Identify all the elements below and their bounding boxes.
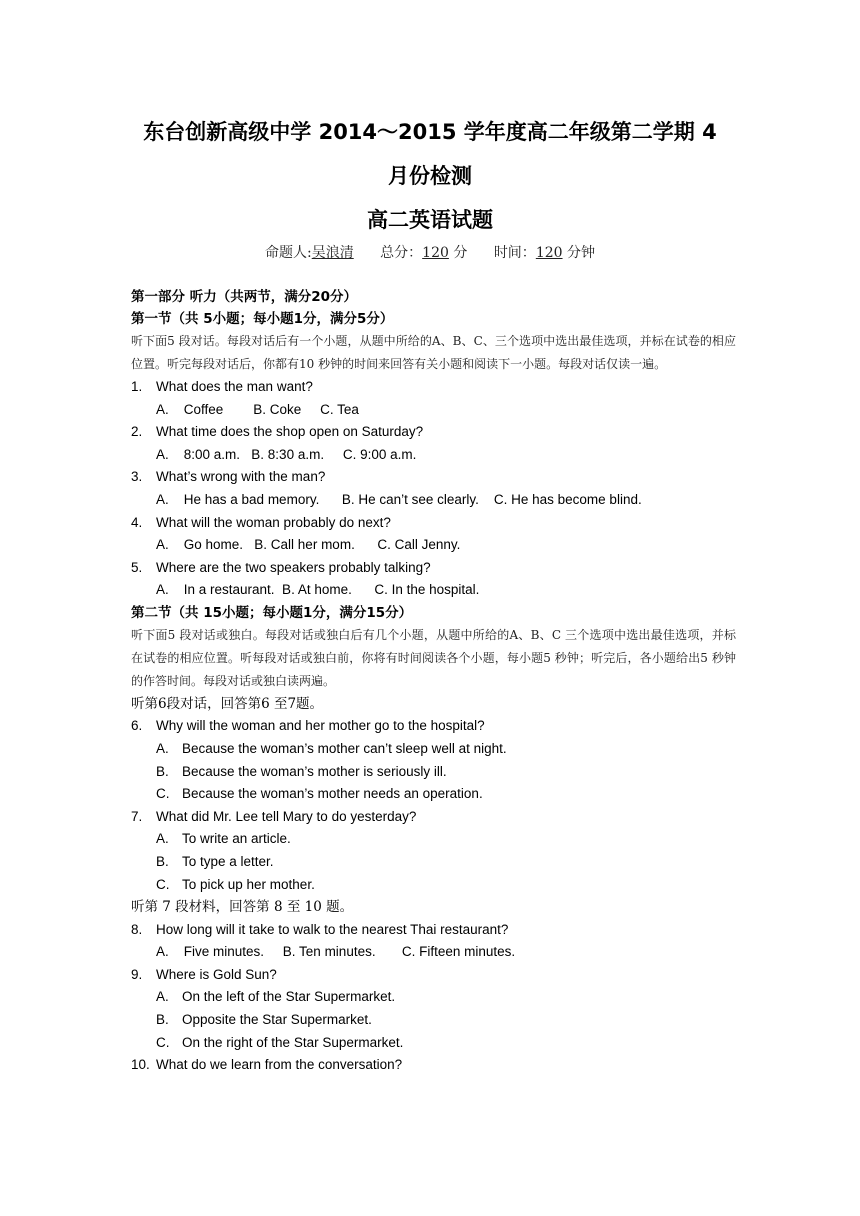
option-b bbox=[131, 761, 736, 784]
section2-instructions: 听下面5 段对话或独白。每段对话或独白后有几个小题，从题中所给的A、B、C 三个选项中选出最佳选项，并标在试卷的相应位置。听每段对话或独白前，你将有时间阅读各个小题，每小题5 秒钟；听完后，各小题给出5 秒钟的作答时间。每段对话或独白读两遍。 bbox=[131, 627, 736, 688]
question-number: 1. bbox=[131, 379, 143, 394]
question-number: 3. bbox=[131, 469, 143, 485]
exam-title-line1: 东台创新高级中学 2014～2015 学年度高二年级第二学期 4 bbox=[143, 120, 717, 144]
question-options: A. Go home. B. Call her mom. C. Call Jenny. bbox=[156, 537, 461, 553]
section1-heading: 第一节（共 5小题；每小题1分，满分5分） bbox=[131, 311, 394, 327]
option-c bbox=[131, 874, 736, 897]
question-9 bbox=[131, 964, 736, 987]
question-group-3 bbox=[131, 919, 736, 1077]
question-text: Where is Gold Sun? bbox=[156, 966, 277, 982]
question-text: How long will it take to walk to the nearest Thai restaurant? bbox=[156, 921, 509, 937]
exam-subtitle: 高二英语试题 bbox=[367, 208, 493, 232]
question-3 bbox=[131, 466, 736, 489]
question-text: What does the man want? bbox=[156, 379, 313, 394]
question-number: 5. bbox=[131, 559, 143, 575]
author-label: 命题人: bbox=[265, 245, 312, 261]
option-text: On the right of the Star Supermarket. bbox=[182, 1034, 404, 1050]
question-text: Why will the woman and her mother go to the hospital? bbox=[156, 718, 485, 734]
option-c bbox=[131, 783, 736, 806]
total-label: 总分： bbox=[380, 245, 423, 261]
option-letter: C. bbox=[156, 786, 170, 802]
question-8 bbox=[131, 919, 736, 942]
option-letter: C. bbox=[156, 1034, 170, 1050]
question-number: 9. bbox=[131, 966, 143, 982]
question-options: A. He has a bad memory. B. He can’t see clearly. C. He has become blind. bbox=[156, 491, 642, 507]
question-options: A. Five minutes. B. Ten minutes. C. Fifteen minutes. bbox=[156, 944, 516, 960]
option-a bbox=[131, 828, 736, 851]
question-number: 2. bbox=[131, 424, 143, 440]
option-b bbox=[131, 851, 736, 874]
question-text: What do we learn from the conversation? bbox=[156, 1057, 403, 1073]
option-a bbox=[131, 986, 736, 1009]
question-number: 8. bbox=[131, 921, 143, 937]
option-text: To pick up her mother. bbox=[182, 876, 315, 892]
option-text: Because the woman’s mother is seriously ill. bbox=[182, 763, 447, 779]
exam-body bbox=[131, 286, 736, 1077]
option-a bbox=[131, 738, 736, 761]
question-group-2 bbox=[131, 715, 736, 896]
question-1 bbox=[131, 376, 736, 399]
option-letter: B. bbox=[156, 854, 169, 869]
question-5 bbox=[131, 557, 736, 580]
time-value: 120 bbox=[535, 245, 563, 261]
option-letter: B. bbox=[156, 1012, 169, 1028]
listen-instruction-7: 听第 7 段材料，回答第 8 至 10 题。 bbox=[131, 899, 354, 916]
question-text: What time does the shop open on Saturday? bbox=[156, 424, 424, 440]
section1-instructions: 听下面5 段对话。每段对话后有一个小题，从题中所给的A、B、C、三个选项中选出最佳选项，并标在试卷的相应位置。听完每段对话后，你都有10 秒钟的时间来回答有关小题和阅读下一小题。每段对话仅读一遍。 bbox=[131, 334, 736, 371]
time-label: 时间： bbox=[493, 245, 536, 261]
question-group-1 bbox=[131, 376, 736, 602]
question-7 bbox=[131, 806, 736, 829]
question-text: What’s wrong with the man? bbox=[156, 469, 326, 485]
question-10 bbox=[131, 1054, 736, 1077]
option-letter: A. bbox=[156, 989, 169, 1005]
exam-meta bbox=[0, 242, 860, 262]
question-number: 10. bbox=[131, 1057, 150, 1073]
question-number: 6. bbox=[131, 718, 143, 734]
option-text: Opposite the Star Supermarket. bbox=[182, 1012, 372, 1028]
option-text: On the left of the Star Supermarket. bbox=[182, 989, 396, 1005]
time-unit: 分钟 bbox=[567, 245, 595, 261]
question-4 bbox=[131, 512, 736, 535]
question-number: 7. bbox=[131, 808, 143, 824]
question-options: A. Coffee B. Coke C. Tea bbox=[156, 401, 359, 417]
option-text: To type a letter. bbox=[182, 854, 274, 869]
author-name: 吴浪清 bbox=[311, 245, 354, 261]
option-b bbox=[131, 1009, 736, 1032]
option-text: Because the woman’s mother can’t sleep well at night. bbox=[182, 741, 507, 757]
question-text: Where are the two speakers probably talking? bbox=[156, 559, 431, 575]
option-letter: A. bbox=[156, 741, 169, 757]
exam-title-line2: 月份检测 bbox=[388, 164, 472, 188]
question-number: 4. bbox=[131, 514, 143, 530]
option-letter: A. bbox=[156, 831, 169, 847]
question-2 bbox=[131, 421, 736, 444]
question-options: A. 8:00 a.m. B. 8:30 a.m. C. 9:00 a.m. bbox=[156, 446, 417, 462]
option-letter: B. bbox=[156, 763, 169, 779]
question-options: A. In a restaurant. B. At home. C. In the hospital. bbox=[156, 582, 480, 598]
option-letter: C. bbox=[156, 876, 170, 892]
option-text: Because the woman’s mother needs an operation. bbox=[182, 786, 483, 802]
section2-heading: 第二节（共 15小题；每小题1分，满分15分） bbox=[131, 604, 413, 621]
question-text: What did Mr. Lee tell Mary to do yesterday? bbox=[156, 808, 417, 824]
total-value: 120 bbox=[422, 245, 449, 261]
listen-instruction-6: 听第6段对话，回答第6 至7题。 bbox=[131, 695, 324, 712]
question-6 bbox=[131, 715, 736, 738]
total-unit: 分 bbox=[453, 245, 468, 261]
option-text: To write an article. bbox=[182, 831, 291, 847]
question-text: What will the woman probably do next? bbox=[156, 514, 391, 530]
option-c bbox=[131, 1032, 736, 1055]
part1-heading: 第一部分 听力（共两节，满分20分） bbox=[131, 289, 357, 305]
